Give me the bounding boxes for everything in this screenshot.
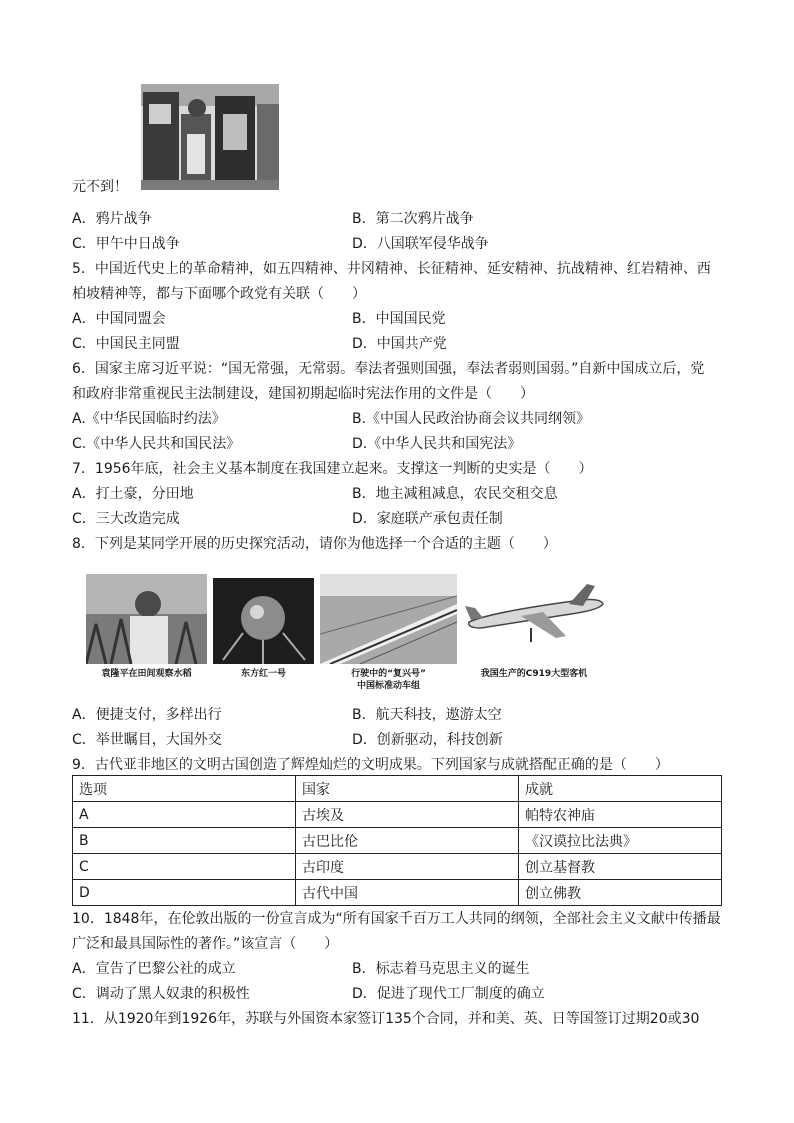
caption-rice: 袁隆平在田间观察水稻	[101, 669, 192, 679]
q8-stem: 8．下列是某同学开展的历史探究活动，请你为他选择一个合适的主题（ ）	[72, 536, 557, 552]
caption-train-line1: 行驶中的“复兴号”	[351, 669, 426, 679]
q5-stem-line1: 5．中国近代史上的革命精神，如五四精神、井冈精神、长征精神、延安精神、抗战精神、红岩精神、西	[72, 261, 711, 277]
q4-option-d[interactable]: D．八国联军侵华战争	[352, 236, 489, 252]
caption-airplane: 我国生产的C919大型客机	[480, 669, 588, 679]
q8-option-b[interactable]: B．航天科技，遨游太空	[352, 707, 502, 723]
ruins-photo	[141, 84, 279, 190]
table-cell: 《汉谟拉比法典》	[519, 828, 722, 854]
q7-option-a[interactable]: A．打土豪，分田地	[72, 486, 194, 502]
table-cell: C	[73, 854, 296, 880]
q4-stem-tail: 元不到！	[72, 179, 128, 195]
q6-option-c[interactable]: C.《中华人民共和国民法》	[72, 436, 241, 452]
q6-stem-line2: 和政府非常重视民主法制建设，建国初期起临时宪法作用的文件是（ ）	[72, 386, 534, 402]
table-row	[73, 828, 722, 854]
q10-stem-line2: 广泛和最具国际性的著作。”该宣言（ ）	[72, 936, 339, 952]
q5-option-a[interactable]: A．中国同盟会	[72, 311, 166, 327]
q7-option-b[interactable]: B．地主减租减息，农民交租交息	[352, 486, 558, 502]
q4-option-b[interactable]: B．第二次鸦片战争	[352, 211, 474, 227]
table-cell: 古埃及	[296, 802, 519, 828]
train-illustration	[320, 574, 457, 664]
train-photo	[320, 574, 457, 664]
table-cell: B	[73, 828, 296, 854]
table-cell: 古巴比伦	[296, 828, 519, 854]
q9-stem: 9．古代亚非地区的文明古国创造了辉煌灿烂的文明成果。下列国家与成就搭配正确的是（ ）	[72, 757, 669, 773]
caption-train-line2: 中国标准动车组	[356, 681, 420, 691]
q10-option-d[interactable]: D．促进了现代工厂制度的确立	[352, 986, 545, 1002]
table-cell: 创立基督教	[519, 854, 722, 880]
q7-option-d[interactable]: D．家庭联产承包责任制	[352, 511, 503, 527]
table-header-cell: 国家	[296, 776, 519, 802]
q6-option-b[interactable]: B.《中国人民政治协商会议共同纲领》	[352, 411, 591, 427]
satellite-photo	[213, 578, 314, 664]
table-cell: 古代中国	[296, 880, 519, 906]
satellite-illustration	[213, 578, 314, 664]
table-row	[73, 854, 722, 880]
q5-option-b[interactable]: B．中国国民党	[352, 311, 446, 327]
q9-table	[72, 775, 722, 906]
q5-option-c[interactable]: C．中国民主同盟	[72, 336, 180, 352]
table-row	[73, 880, 722, 906]
ruins-illustration	[141, 84, 279, 190]
q6-option-d[interactable]: D.《中华人民共和国宪法》	[352, 436, 522, 452]
q10-option-a[interactable]: A．宣告了巴黎公社的成立	[72, 961, 236, 977]
caption-satellite: 东方红一号	[240, 669, 286, 679]
table-row	[73, 802, 722, 828]
table-header-cell: 成就	[519, 776, 722, 802]
q11-stem-line1: 11．从1920年到1926年，苏联与外国资本家签订135个合同，并和美、英、日等国签订过期20或30	[72, 1011, 700, 1027]
table-header-cell: 选项	[73, 776, 296, 802]
q6-stem-line1: 6．国家主席习近平说：“国无常强，无常弱。奉法者强则国强，奉法者弱则国弱。”自新中国成立后，党	[72, 361, 705, 377]
q4-option-a[interactable]: A．鸦片战争	[72, 211, 152, 227]
q4-option-c[interactable]: C．甲午中日战争	[72, 236, 180, 252]
rice-field-photo	[86, 574, 207, 664]
table-cell: 创立佛教	[519, 880, 722, 906]
q10-option-c[interactable]: C．调动了黑人奴隶的积极性	[72, 986, 250, 1002]
table-cell: A	[73, 802, 296, 828]
table-cell: 帕特农神庙	[519, 802, 722, 828]
table-header-row	[73, 776, 722, 802]
q10-stem-line1: 10．1848年，在伦敦出版的一份宣言成为“所有国家千百万工人共同的纲领，全部社会主义文献中传播最	[72, 911, 721, 927]
q8-option-c[interactable]: C．举世瞩目，大国外交	[72, 732, 222, 748]
q8-option-a[interactable]: A．便捷支付，多样出行	[72, 707, 222, 723]
q7-stem: 7．1956年底，社会主义基本制度在我国建立起来。支撑这一判断的史实是（ ）	[72, 461, 593, 477]
q6-option-a[interactable]: A.《中华民国临时约法》	[72, 411, 226, 427]
table-cell: 古印度	[296, 854, 519, 880]
rice-field-illustration	[86, 574, 207, 664]
q5-stem-line2: 柏坡精神等，都与下面哪个政党有关联（ ）	[72, 286, 366, 302]
q10-option-b[interactable]: B．标志着马克思主义的诞生	[352, 961, 530, 977]
q8-option-d[interactable]: D．创新驱动，科技创新	[352, 732, 503, 748]
table-cell: D	[73, 880, 296, 906]
q5-option-d[interactable]: D．中国共产党	[352, 336, 447, 352]
airplane-photo	[461, 582, 607, 648]
airplane-illustration	[461, 582, 607, 648]
q7-option-c[interactable]: C．三大改造完成	[72, 511, 180, 527]
